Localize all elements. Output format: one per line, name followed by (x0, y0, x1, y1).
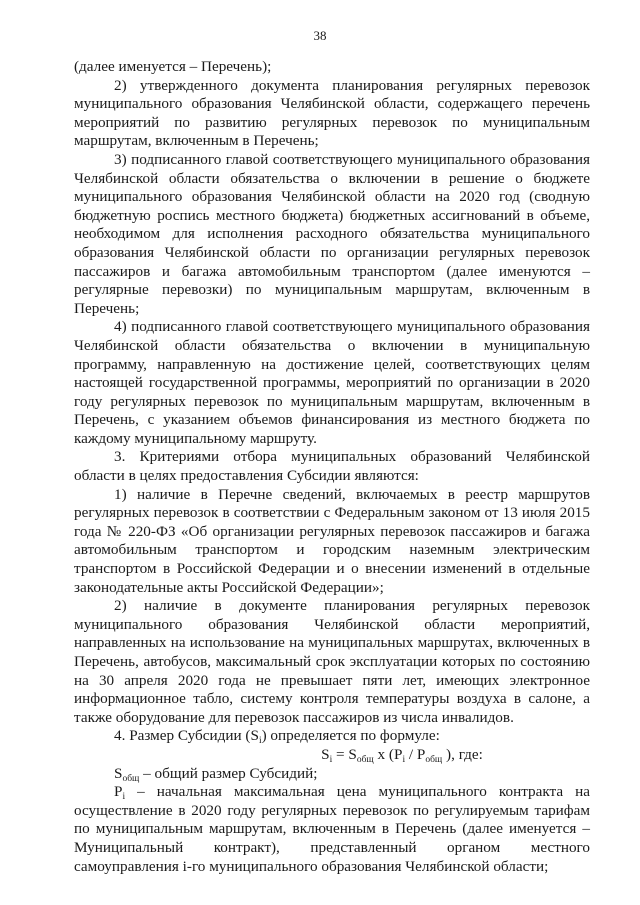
paragraph: 2) наличие в документе планирования регулярных перевозок муниципального образования Челябинской области мероприятий, направленных на использование на муниципальных маршрутах, включенных в Перечень, автобусов, максимальный срок эксплуатации которых по состоянию на 30 апреля 2020 года не превышает пяти лет, имеющих электронное информационное табло, систему контроля температуры воздуха в салоне, а также оборудование для перевозок пассажиров из числа инвалидов. (74, 597, 590, 726)
subsidy-size-intro-tail: ) определяется по формуле: (261, 727, 440, 745)
subscript: i (258, 736, 262, 747)
paragraph: 2) утвержденного документа планирования регулярных перевозок муниципального образования Челябинской области, содержащего перечень мероприятий по развитию регулярных перевозок по муниципальным маршрутам, включенным в Перечень; (74, 76, 590, 150)
paragraph: 1) наличие в Перечне сведений, включаемых в реестр маршрутов регулярных перевозок в соответствии с Федеральным законом от 13 июля 2015 года № 220-ФЗ «Об организации регулярных перевозок пассажиров и багажа автомобильным транспортом и городским наземным электрическим транспортом в Российской Федерации и о внесении изменений в отдельные законодательные акты Российской Федерации»; (74, 485, 590, 596)
definition-p-i: $P_i$ – начальная максимальная цена муниципального контракта на осуществление в 2020 году регулярных перевозок по регулируемым тарифам по муниципальным маршрутам, включенным в Перечень (далее именуется – Муниципальный контракт), представленный органом местного самоуправления i-го муниципального образования Челябинской области; (74, 783, 590, 875)
subsidy-formula: $S_i = S_{общ}$ x ($P_i / P_{общ}$ ), где: (321, 745, 483, 765)
subsidy-size-intro: 4. Размер Субсидии (S (114, 727, 259, 745)
document-body (74, 58, 590, 876)
page-number: 38 (313, 28, 327, 43)
paragraph: 3) подписанного главой соответствующего муниципального образования Челябинской области обязательства о включении в решение о бюджете муниципального образования Челябинской области на 2020 год (сводную бюджетную роспись местного бюджета) бюджетных ассигнований в объеме, необходимом для исполнения расходного обязательства муниципального образования Челябинской области по организации регулярных перевозок пассажиров и багажа автомобильным транспортом (далее именуются – регулярные перевозки) по муниципальным маршрутам, включенным в Перечень; (74, 150, 590, 317)
paragraph: (далее именуется – Перечень); (74, 58, 272, 75)
paragraph: 3. Критериями отбора муниципальных образований Челябинской области в целях предоставления Субсидии являются: (74, 448, 590, 485)
definition-s-total: $S_{общ}$ – общий размер Субсидий; (114, 764, 318, 784)
paragraph: 4) подписанного главой соответствующего муниципального образования Челябинской области обязательства о включении в муниципальную программу, направленную на достижение целей, соответствующих целям настоящей государственной программы, мероприятий по организации в 2020 году регулярных перевозок по муниципальным маршрутам, включенным в Перечень, с указанием объемов финансирования из местного бюджета по каждому муниципальному маршруту. (74, 318, 590, 447)
subsidy-size-paragraph (74, 727, 590, 746)
